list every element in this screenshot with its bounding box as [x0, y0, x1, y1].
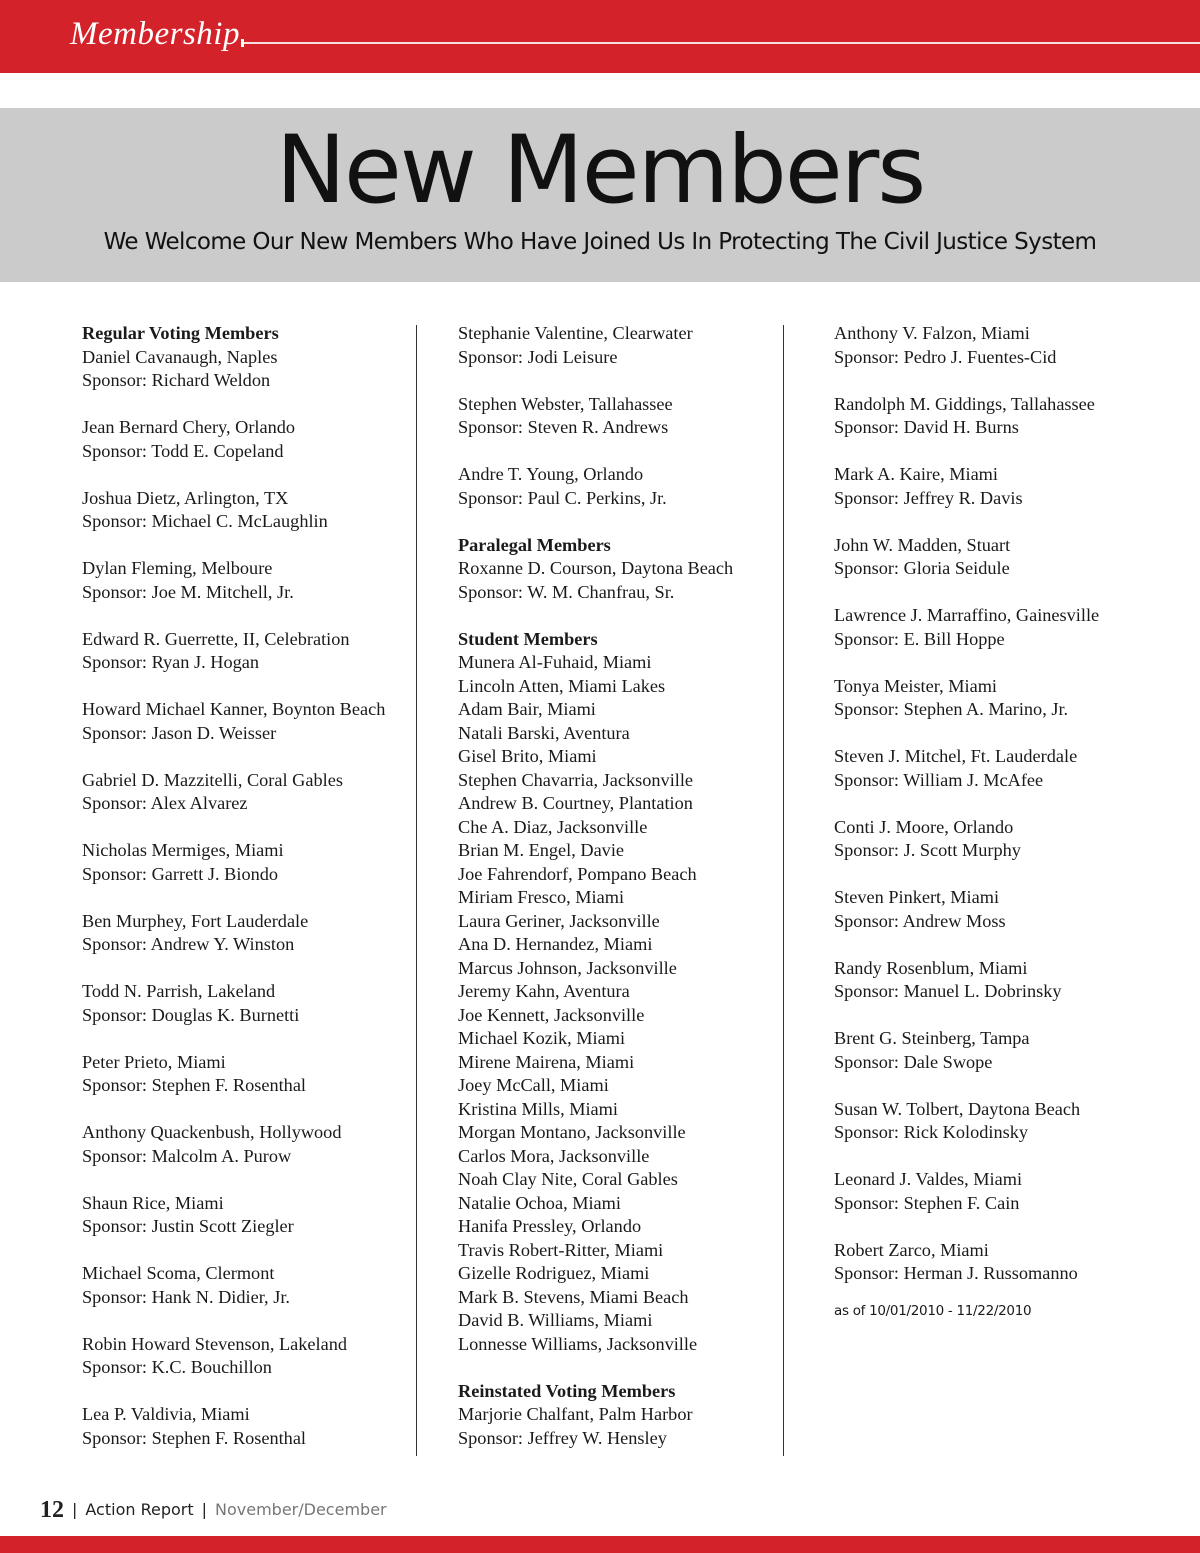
section-heading: Paralegal Members: [458, 534, 611, 555]
member-entry: Mark B. Stevens, Miami Beach: [458, 1286, 689, 1307]
spacer: [82, 393, 412, 417]
member-entry: Joe Kennett, Jacksonville: [458, 1004, 645, 1025]
member-entry: Gizelle Rodriguez, Miami: [458, 1263, 650, 1283]
member-entry: Joe Fahrendorf, Pompano Beach: [458, 863, 697, 884]
member-entry: Sponsor: Pedro J. Fuentes-Cid: [834, 346, 1057, 367]
member-entry: Sponsor: Justin Scott Ziegler: [82, 1216, 294, 1236]
member-entry: Sponsor: Joe M. Mitchell, Jr.: [82, 581, 294, 602]
member-entry: Joey McCall, Miami: [458, 1075, 609, 1095]
member-entry: Munera Al-Fuhaid, Miami: [458, 652, 652, 672]
date-range-note: as of 10/01/2010 - 11/22/2010: [834, 1302, 1032, 1319]
member-entry: Michael Scoma, Clermont: [82, 1263, 275, 1283]
member-entry: Laura Geriner, Jacksonville: [458, 910, 660, 931]
member-entry: Sponsor: Paul C. Perkins, Jr.: [458, 487, 667, 508]
member-entry: Jeremy Kahn, Aventura: [458, 981, 630, 1001]
spacer: [82, 886, 412, 910]
member-entry: Steven Pinkert, Miami: [834, 887, 1000, 907]
page-subtitle: We Welcome Our New Members Who Have Joined Us In Protecting The Civil Justice System: [103, 229, 1097, 255]
member-entry: Jean Bernard Chery, Orlando: [82, 417, 296, 437]
member-entry: Brian M. Engel, Davie: [458, 840, 625, 860]
spacer: [82, 1239, 412, 1263]
member-entry: Joshua Dietz, Arlington, TX: [82, 487, 289, 508]
member-entry: Steven J. Mitchel, Ft. Lauderdale: [834, 746, 1078, 766]
member-entry: Sponsor: Jason D. Weisser: [82, 722, 277, 743]
page-footer: [40, 1497, 387, 1524]
spacer: [458, 604, 778, 628]
spacer: [82, 1309, 412, 1333]
spacer: [834, 1004, 1174, 1028]
member-entry: Tonya Meister, Miami: [834, 675, 997, 696]
member-column-1: [82, 322, 412, 1450]
spacer: [834, 1215, 1174, 1239]
member-entry: Sponsor: W. M. Chanfrau, Sr.: [458, 581, 675, 602]
member-entry: Shaun Rice, Miami: [82, 1192, 224, 1213]
member-entry: Sponsor: Michael C. McLaughlin: [82, 511, 328, 531]
member-entry: Dylan Fleming, Melboure: [82, 558, 273, 578]
member-entry: Peter Prieto, Miami: [82, 1051, 226, 1072]
spacer: [834, 440, 1174, 464]
member-entry: Edward R. Guerrette, II, Celebration: [82, 628, 350, 649]
member-entry: Ana D. Hernandez, Miami: [458, 934, 653, 954]
spacer: [834, 1074, 1174, 1098]
member-entry: Kristina Mills, Miami: [458, 1098, 618, 1119]
member-entry: Sponsor: Steven R. Andrews: [458, 417, 669, 437]
member-entry: Adam Bair, Miami: [458, 699, 596, 719]
member-entry: Carlos Mora, Jacksonville: [458, 1145, 650, 1166]
spacer: [834, 722, 1174, 746]
member-entry: Nicholas Mermiges, Miami: [82, 840, 284, 860]
member-column-2: [458, 322, 778, 1450]
member-entry: Mark A. Kaire, Miami: [834, 464, 998, 484]
member-column-3: [834, 322, 1174, 1323]
spacer: [82, 604, 412, 628]
spacer: [82, 1027, 412, 1051]
member-entry: Mirene Mairena, Miami: [458, 1051, 635, 1072]
member-entry: Sponsor: Jeffrey R. Davis: [834, 487, 1023, 508]
spacer: [458, 440, 778, 464]
member-entry: Sponsor: Alex Alvarez: [82, 793, 248, 813]
member-entry: Sponsor: Stephen F. Cain: [834, 1192, 1020, 1213]
member-entry: Marcus Johnson, Jacksonville: [458, 957, 677, 978]
member-entry: Stephen Webster, Tallahassee: [458, 393, 673, 414]
spacer: [458, 510, 778, 534]
spacer: [834, 581, 1174, 605]
member-entry: Lonnesse Williams, Jacksonville: [458, 1333, 698, 1354]
member-entry: Natali Barski, Aventura: [458, 722, 630, 743]
member-entry: Daniel Cavanaugh, Naples: [82, 346, 278, 367]
member-entry: Sponsor: Malcolm A. Purow: [82, 1145, 292, 1166]
member-entry: Gabriel D. Mazzitelli, Coral Gables: [82, 769, 343, 790]
member-entry: Sponsor: Douglas K. Burnetti: [82, 1004, 300, 1025]
member-entry: Brent G. Steinberg, Tampa: [834, 1028, 1030, 1048]
member-entry: Roxanne D. Courson, Daytona Beach: [458, 558, 734, 578]
spacer: [834, 651, 1174, 675]
spacer: [458, 369, 778, 393]
spacer: [82, 463, 412, 487]
spacer: [834, 510, 1174, 534]
member-entry: Sponsor: Jodi Leisure: [458, 346, 618, 367]
member-entry: Sponsor: Manuel L. Dobrinsky: [834, 981, 1062, 1001]
issue-label: November/December: [215, 1500, 387, 1519]
member-entry: Sponsor: William J. McAfee: [834, 769, 1044, 790]
member-entry: Sponsor: Gloria Seidule: [834, 558, 1010, 578]
member-entry: Stephen Chavarria, Jacksonville: [458, 769, 694, 790]
member-entry: Conti J. Moore, Orlando: [834, 816, 1014, 837]
member-entry: Hanifa Pressley, Orlando: [458, 1216, 642, 1236]
member-entry: Randy Rosenblum, Miami: [834, 957, 1028, 978]
member-entry: Sponsor: K.C. Bouchillon: [82, 1357, 272, 1377]
member-entry: Sponsor: Herman J. Russomanno: [834, 1263, 1078, 1283]
spacer: [82, 1168, 412, 1192]
section-heading: Reinstated Voting Members: [458, 1380, 676, 1401]
footer-separator: |: [72, 1500, 78, 1519]
section-rule: [243, 42, 1200, 44]
member-entry: Lawrence J. Marraffino, Gainesville: [834, 605, 1100, 625]
member-entry: Howard Michael Kanner, Boynton Beach: [82, 699, 386, 719]
spacer: [82, 1098, 412, 1122]
member-entry: Sponsor: Hank N. Didier, Jr.: [82, 1286, 290, 1307]
member-entry: Che A. Diaz, Jacksonville: [458, 816, 648, 837]
spacer: [82, 745, 412, 769]
spacer: [82, 957, 412, 981]
member-entry: Sponsor: Garrett J. Biondo: [82, 863, 279, 884]
member-entry: Randolph M. Giddings, Tallahassee: [834, 393, 1095, 414]
column-divider: [783, 325, 784, 1456]
member-entry: Sponsor: Andrew Y. Winston: [82, 934, 295, 954]
member-entry: Michael Kozik, Miami: [458, 1028, 626, 1048]
spacer: [834, 1145, 1174, 1169]
spacer: [834, 792, 1174, 816]
member-entry: Sponsor: Stephen A. Marino, Jr.: [834, 699, 1069, 719]
member-entry: Sponsor: Richard Weldon: [82, 370, 271, 390]
member-entry: Miriam Fresco, Miami: [458, 887, 625, 907]
section-label: Membership: [70, 16, 240, 52]
spacer: [82, 675, 412, 699]
member-entry: Leonard J. Valdes, Miami: [834, 1169, 1023, 1189]
spacer: [458, 1356, 778, 1380]
member-entry: Sponsor: Stephen F. Rosenthal: [82, 1427, 307, 1448]
member-entry: Ben Murphey, Fort Lauderdale: [82, 910, 309, 931]
member-entry: Andre T. Young, Orlando: [458, 464, 644, 484]
member-entry: Robert Zarco, Miami: [834, 1239, 989, 1260]
spacer: [834, 369, 1174, 393]
member-entry: Susan W. Tolbert, Daytona Beach: [834, 1098, 1081, 1119]
member-entry: Anthony Quackenbush, Hollywood: [82, 1122, 342, 1142]
member-entry: Gisel Brito, Miami: [458, 746, 597, 766]
member-entry: John W. Madden, Stuart: [834, 534, 1011, 555]
spacer: [834, 863, 1174, 887]
member-entry: Sponsor: Andrew Moss: [834, 910, 1006, 931]
footer-separator: |: [201, 1500, 208, 1519]
section-heading: Regular Voting Members: [82, 323, 279, 343]
member-entry: Sponsor: Rick Kolodinsky: [834, 1122, 1028, 1142]
section-heading: Student Members: [458, 628, 598, 649]
member-entry: Travis Robert-Ritter, Miami: [458, 1239, 664, 1260]
spacer: [834, 933, 1174, 957]
member-entry: Natalie Ochoa, Miami: [458, 1192, 621, 1213]
publication-name: Action Report: [85, 1500, 194, 1519]
member-entry: David B. Williams, Miami: [458, 1310, 653, 1330]
column-divider: [416, 325, 417, 1456]
spacer: [82, 1380, 412, 1404]
member-entry: Robin Howard Stevenson, Lakeland: [82, 1333, 348, 1354]
page-title: New Members: [275, 116, 925, 225]
spacer: [82, 534, 412, 558]
page-number: 12: [40, 1497, 64, 1523]
member-entry: Anthony V. Falzon, Miami: [834, 323, 1030, 343]
member-entry: Sponsor: David H. Burns: [834, 417, 1019, 437]
member-entry: Andrew B. Courtney, Plantation: [458, 793, 693, 813]
member-entry: Sponsor: Stephen F. Rosenthal: [82, 1075, 307, 1095]
member-entry: Lincoln Atten, Miami Lakes: [458, 675, 666, 696]
member-entry: Morgan Montano, Jacksonville: [458, 1122, 686, 1142]
spacer: [82, 816, 412, 840]
member-entry: Marjorie Chalfant, Palm Harbor: [458, 1404, 693, 1424]
member-entry: Sponsor: Ryan J. Hogan: [82, 652, 260, 672]
member-entry: Sponsor: J. Scott Murphy: [834, 840, 1021, 860]
member-entry: Noah Clay Nite, Coral Gables: [458, 1169, 678, 1189]
member-entry: Sponsor: Jeffrey W. Hensley: [458, 1427, 667, 1448]
footer-bar: [0, 1536, 1200, 1553]
member-entry: Sponsor: Dale Swope: [834, 1051, 993, 1072]
member-entry: Stephanie Valentine, Clearwater: [458, 323, 693, 343]
member-entry: Sponsor: E. Bill Hoppe: [834, 628, 1005, 649]
member-entry: Lea P. Valdivia, Miami: [82, 1404, 250, 1424]
member-entry: Todd N. Parrish, Lakeland: [82, 981, 276, 1001]
member-entry: Sponsor: Todd E. Copeland: [82, 440, 284, 461]
